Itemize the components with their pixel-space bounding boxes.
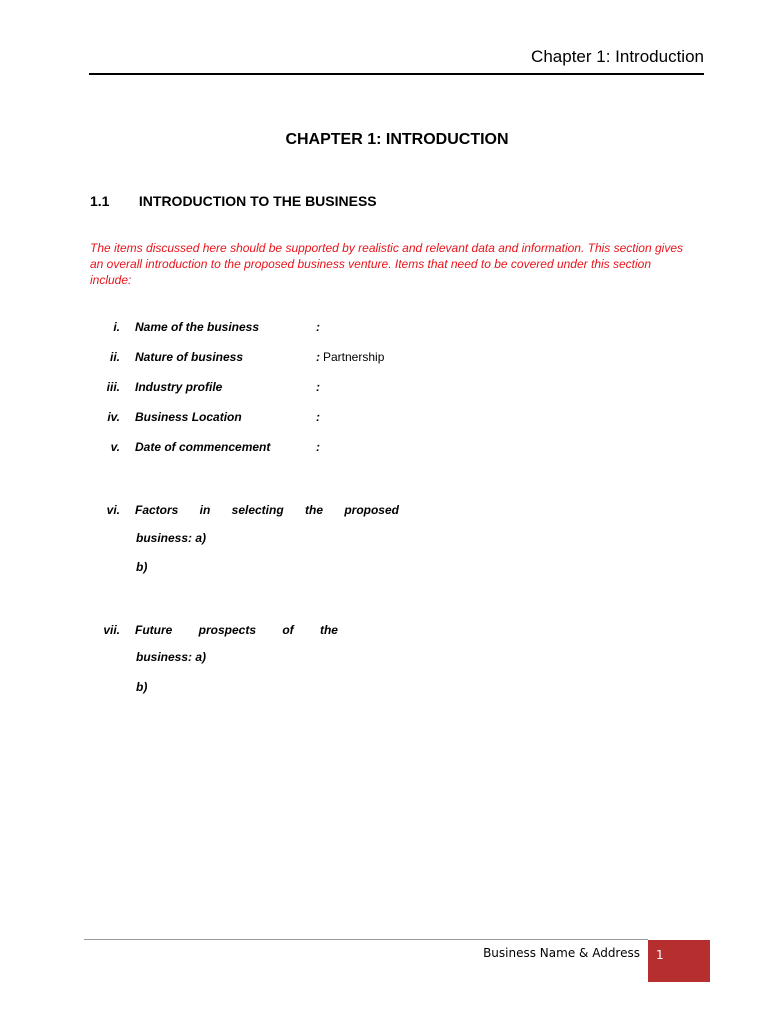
- roman-numeral: v.: [110, 440, 120, 454]
- footer-business-name: Business Name & Address: [483, 946, 640, 960]
- business-detail-label: Nature of business: [135, 350, 244, 364]
- business-detail-label: Business Location: [135, 410, 242, 424]
- section-instructions: The items discussed here should be supported by realistic and relevant data and information. This section gives an overall introduction to the proposed business venture. Items that need to be covered under this section include:: [90, 241, 683, 287]
- detail-colon: :: [316, 380, 320, 394]
- future-prospects-a: business: a): [136, 650, 207, 664]
- section-heading: [90, 192, 690, 210]
- heading-word: the: [305, 503, 323, 517]
- roman-numeral: i.: [113, 320, 120, 334]
- business-detail-label: Date of commencement: [135, 440, 271, 454]
- section-number: 1.1: [90, 193, 110, 209]
- selection-factors-b: b): [136, 560, 148, 574]
- business-detail-value: Partnership: [323, 350, 385, 364]
- detail-colon: :: [316, 440, 320, 454]
- heading-word: Future: [135, 623, 173, 637]
- selection-factors-heading: [135, 501, 399, 519]
- running-header-title: Chapter 1: Introduction: [531, 47, 704, 66]
- roman-numeral: iii.: [106, 380, 120, 394]
- heading-word: proposed: [344, 503, 399, 517]
- footer-divider: [84, 939, 648, 940]
- page-header: [89, 40, 704, 75]
- heading-word: of: [282, 623, 294, 637]
- selection-factors-a: business: a): [136, 531, 207, 545]
- page-number-badge: [648, 940, 710, 982]
- business-detail-label: Industry profile: [135, 380, 223, 394]
- roman-numeral: vi.: [106, 503, 120, 517]
- page-number: 1: [656, 948, 664, 962]
- section-title: INTRODUCTION TO THE BUSINESS: [138, 193, 377, 209]
- heading-word: in: [199, 503, 211, 517]
- heading-word: prospects: [198, 623, 257, 637]
- future-prospects-heading: [135, 621, 338, 639]
- heading-word: the: [319, 623, 338, 637]
- roman-numeral: ii.: [109, 350, 120, 364]
- detail-colon: :: [316, 320, 320, 334]
- chapter-title: CHAPTER 1: INTRODUCTION: [285, 130, 509, 148]
- roman-numeral: vii.: [103, 623, 120, 637]
- future-prospects-b: b): [136, 680, 148, 694]
- heading-word: Factors: [135, 503, 179, 517]
- detail-colon: :: [316, 410, 320, 424]
- detail-colon: :: [316, 350, 320, 364]
- roman-numeral: iv.: [107, 410, 120, 424]
- business-detail-label: Name of the business: [135, 320, 260, 334]
- heading-word: selecting: [231, 503, 284, 517]
